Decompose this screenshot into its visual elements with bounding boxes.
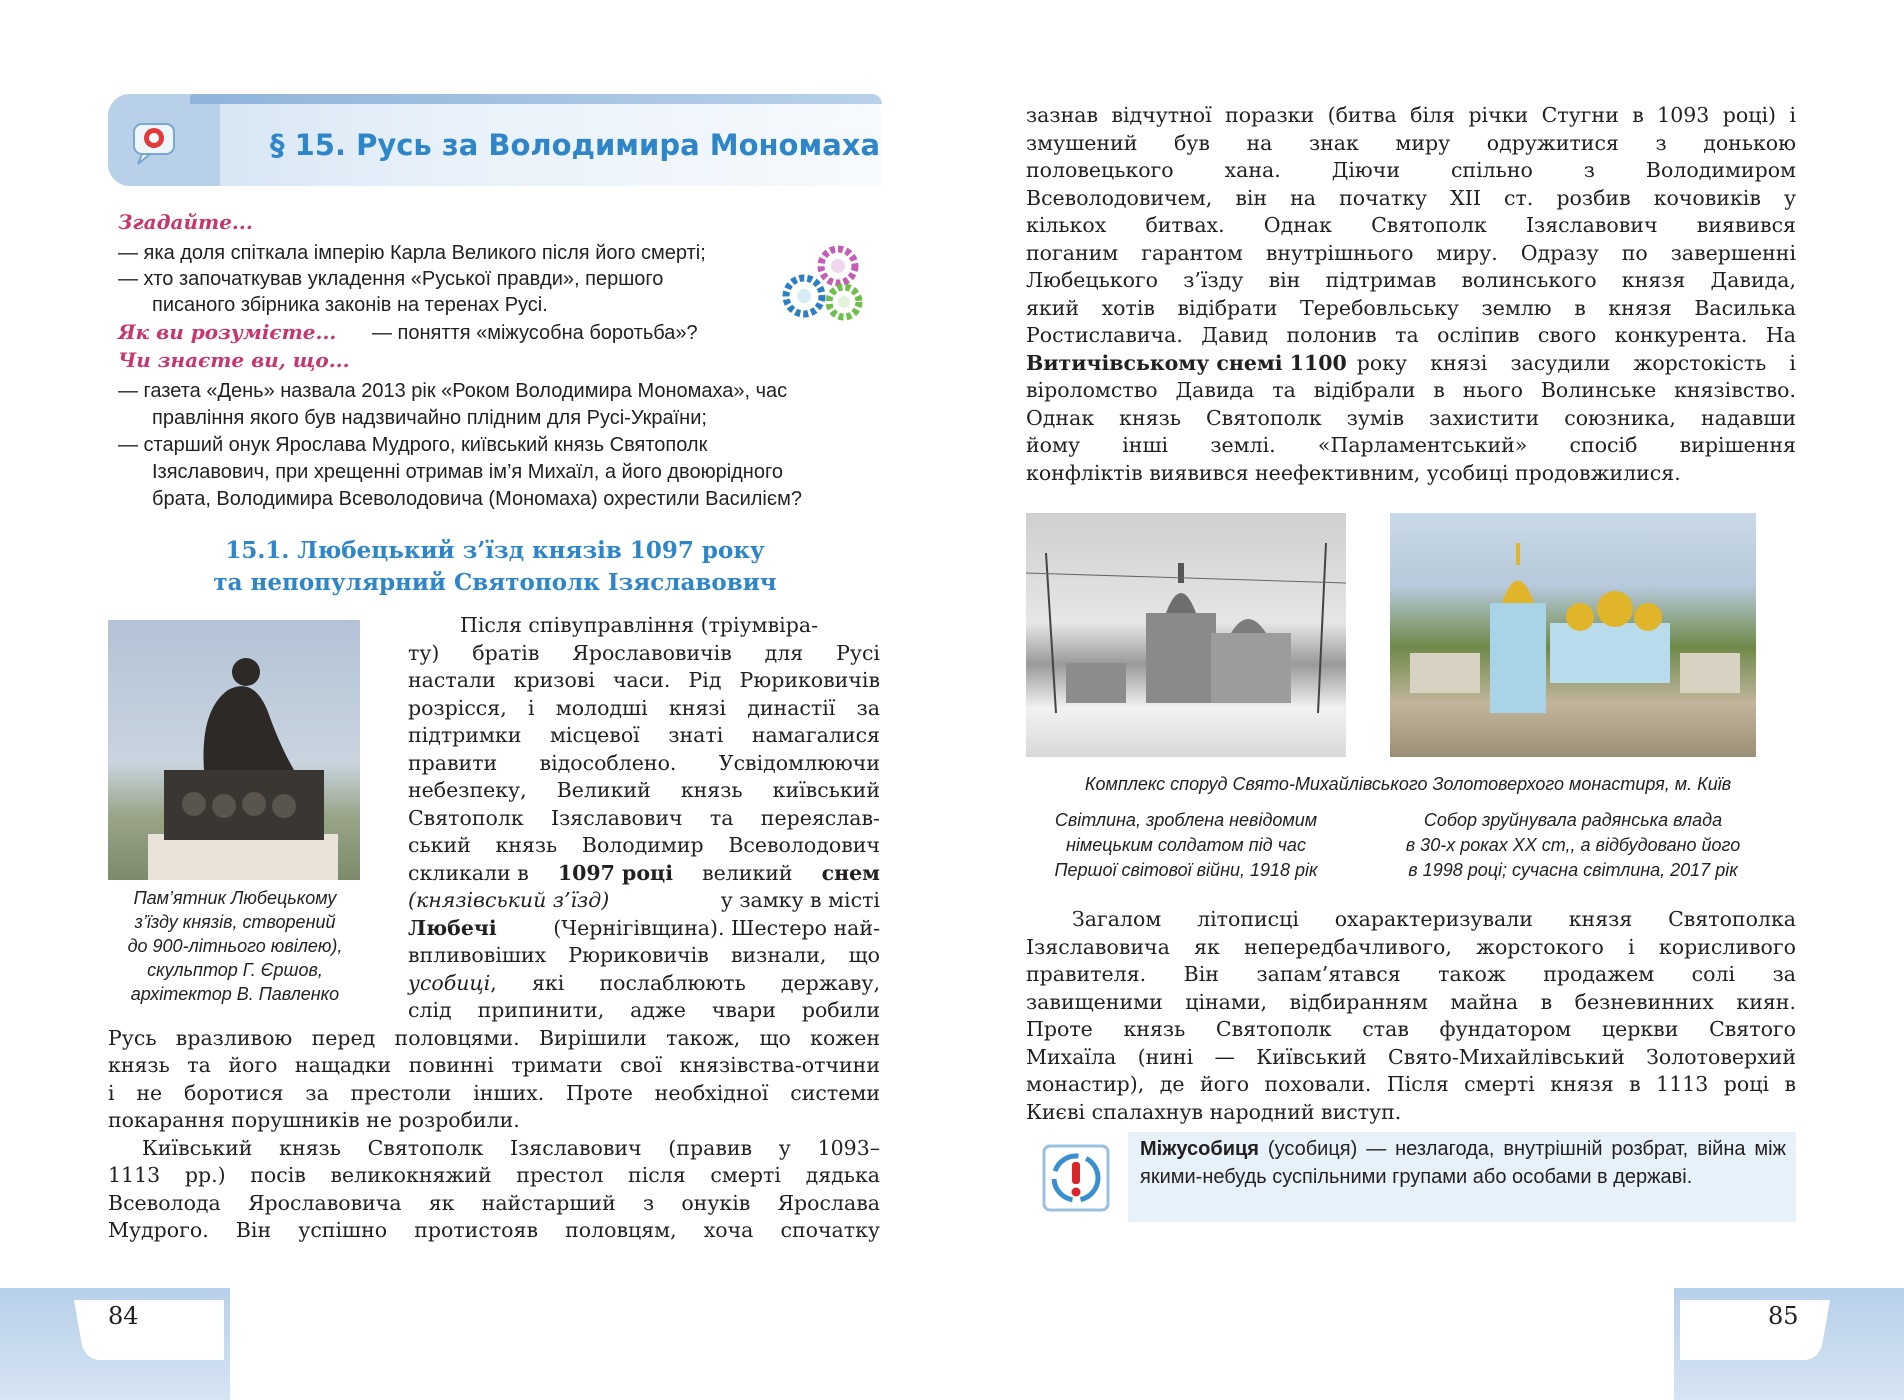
body-text-line: Після співуправління (тріумвіра- — [460, 613, 818, 637]
body-text-line — [408, 887, 880, 915]
body-text-line: правити відособлено. Усвідомлюючи — [408, 751, 880, 775]
header-top-line — [190, 94, 882, 104]
text-run: у замку в місті — [720, 888, 880, 912]
remember-item: писаного збірника законів на теренах Русі. — [152, 294, 548, 316]
text-run: великий — [702, 861, 793, 885]
monastery-caption: Комплекс споруд Свято-Михайлівського Золотоверхого монастиря, м. Київ — [1084, 774, 1732, 794]
monastery-2017-drawing — [1390, 513, 1756, 757]
photo-1918-caption-line: Першої світової війни, 1918 рік — [1054, 860, 1318, 880]
monastery-1918-drawing — [1026, 513, 1346, 757]
body-text-line: завищеними цінами, відбиранням майна в безневинних киян. — [1026, 990, 1796, 1014]
body-text-line: кількох битвах. Однак Святополк Ізяславович виявився — [1026, 213, 1796, 237]
body-text-line: зазнав відчутної поразки (битва біля річки Стугни в 1093 році) і — [1026, 103, 1796, 127]
body-text-line: ту) братів Ярославовичів для Русі — [408, 641, 880, 665]
page-tab-left — [74, 1300, 224, 1360]
body-text-line: Ізяславовича як непередбачливого, жорстокого і корисливого — [1026, 935, 1796, 959]
definition-text — [1140, 1135, 1786, 1191]
body-text-line: Загалом літописці охарактеризували князя Святополка — [1072, 907, 1796, 931]
monument-caption-line: архітектор В. Павленко — [130, 984, 340, 1004]
body-text-line: настали кризові часи. Рід Рюриковичів — [408, 668, 880, 692]
body-text-line: віроломство Давида та відібрали в нього Волинське князівство. — [1026, 378, 1796, 402]
monument-caption-line: з’їзду князів, створений — [134, 912, 336, 932]
body-text-line: конфліктів виявився неефективним, усобиці продовжилися. — [1026, 461, 1681, 485]
text-run: скликали в — [408, 861, 529, 885]
body-text-line: Всеволода Ярославовича як найстарший з онуків Ярослава — [108, 1191, 880, 1215]
body-text-line: поганим гарантом внутрішнього миру. Одразу по завершенні — [1026, 241, 1796, 265]
body-text-line: розрісся, і молодші князі династії за — [408, 696, 880, 720]
body-text-line: змушений був на знак миру одружитися з донькою — [1026, 131, 1796, 155]
body-text-line: Любецького з’їзду він підтримав волинського князя Давида, — [1026, 268, 1796, 292]
know-item: брата, Володимира Всеволодовича (Мономаха) охрестили Василієм? — [152, 488, 802, 510]
body-text-line — [1026, 350, 1796, 378]
exclamation-icon — [1040, 1142, 1112, 1214]
photo-2017-caption-line: в 30-х роках ХХ ст,, а відбудовано його — [1405, 835, 1741, 855]
know-item: правління якого був надзвичайно плідним для Русі-України; — [152, 407, 707, 429]
text-run: року князі засудили жорстокість і — [1356, 351, 1796, 375]
know-item: Ізяславович, при хрещенні отримав ім’я Михаїл, а його двоюрідного — [152, 461, 783, 483]
body-text-line: половецького хана. Діючи спільно з Володимиром — [1026, 158, 1796, 182]
monastery-1918-photo — [1026, 513, 1346, 757]
monument-caption-line: скульптор Г. Єршов, — [147, 960, 323, 980]
body-text-line — [408, 860, 880, 888]
body-text-line: підтримки місцевої знаті намагалися — [408, 723, 880, 747]
monument-figure — [108, 620, 360, 880]
body-text-line: Київський князь Святополк Ізяславович (правив у 1093– — [142, 1136, 880, 1160]
understand-text: — поняття «міжусобна боротьба»? — [372, 322, 698, 344]
body-text-line: правителя. Він запам’ятався також продажем солі за — [1026, 962, 1796, 986]
photo-2017-caption-line: Собор зруйнувала радянська влада — [1423, 810, 1723, 830]
text-run: , які послаблюють державу, — [490, 971, 880, 995]
chat-bubble-icon — [128, 118, 180, 166]
monument-caption-line: Пам’ятник Любецькому — [133, 888, 337, 908]
monument-caption-line: до 900-літнього ювілею), — [127, 936, 343, 956]
page-tab-right — [1680, 1300, 1830, 1360]
cue-remember: Згадайте... — [118, 210, 253, 234]
body-text-line: Русь вразливою перед половцями. Вирішили також, що кожен — [108, 1026, 880, 1050]
body-text-line: монастир), де його поховали. Після смерті князя в 1113 році в — [1026, 1072, 1796, 1096]
body-text-line: впливовіших Рюриковичів визнали, що — [408, 943, 880, 967]
body-text-line: йому інші землі. «Парламентський» спосіб вирішення — [1026, 433, 1796, 457]
definition-term: Міжусобиця — [1140, 1138, 1259, 1160]
body-text-line: Мудрого. Він успішно протистояв половцям, хоча спочатку — [108, 1218, 880, 1242]
know-item: — старший онук Ярослава Мудрого, київський князь Святополк — [118, 434, 708, 456]
section-title-line1: 15.1. Любецький з’їзд князів 1097 року — [225, 537, 765, 564]
cue-know: Чи знаєте ви, що... — [118, 348, 350, 372]
text-run-bold: Витичівському снемі 1100 — [1026, 351, 1347, 375]
body-text-line: який хотів відібрати Теребовльську землю в князя Василька — [1026, 296, 1796, 320]
text-run: (Чернігівщина). Шестеро най- — [553, 916, 880, 940]
remember-item: — яка доля спіткала імперію Карла Великого після його смерті; — [118, 242, 706, 264]
photo-1918-caption-line: німецьким солдатом під час — [1066, 835, 1306, 855]
body-text-line: Святополк Ізяславович та переяслав- — [408, 806, 880, 830]
body-text-line: Проте князь Святополк став фундатором церкви Святого — [1026, 1017, 1796, 1041]
chapter-title: § 15. Русь за Володимира Мономаха — [270, 128, 881, 162]
text-run-bold: 1097 році — [557, 861, 673, 885]
body-text-line: Ростиславича. Давид полонив та осліпив свого конкурента. На — [1026, 323, 1796, 347]
body-text-line: 1113 рр.) посів великокняжий престол після смерті дядька — [108, 1163, 880, 1187]
body-text-line: ський князь Володимир Всеволодович — [408, 833, 880, 857]
text-run-italic: (князівський з’їзд) — [408, 888, 610, 912]
body-text-line: і не боротися за престоли інших. Проте необхідної системи — [108, 1081, 880, 1105]
text-run-bold: Любечі — [408, 916, 497, 940]
section-title-line2: та непопулярний Святополк Ізяславович — [213, 569, 777, 596]
photo-1918-caption-line: Світлина, зроблена невідомим — [1054, 810, 1318, 830]
definition-body: (усобиця) — незлагода, внутрішній розбрат, війна між якими-небудь суспільними групами або особами в державі. — [1140, 1138, 1786, 1188]
page-number-left: 84 — [108, 1302, 139, 1330]
body-text-line — [408, 970, 880, 998]
body-text-line: князь та його нащадки повинні тримати свої князівства-отчини — [108, 1053, 880, 1077]
photo-2017-caption-line: в 1998 році; сучасна світлина, 2017 рік — [1408, 860, 1738, 880]
remember-item: — хто започаткував укладення «Руської правди», першого — [118, 268, 664, 290]
text-run-italic: усобиці — [408, 971, 491, 995]
gears-icon — [780, 244, 868, 326]
lyubech-monument-photo — [108, 620, 360, 880]
cue-understand: Як ви розумієте... — [118, 320, 337, 344]
body-text-line: Всеволодовичем, він на початку XII ст. розбив кочовиків у — [1026, 186, 1796, 210]
body-text-line: Однак князь Святополк зумів захистити союзника, надавши — [1026, 406, 1796, 430]
page-number-right: 85 — [1768, 1302, 1799, 1330]
body-text-line: Києві спалахнув народний виступ. — [1026, 1100, 1402, 1124]
body-text-line: небезпеку, Великий князь київський — [408, 778, 880, 802]
body-text-line — [408, 915, 880, 943]
monastery-2017-photo — [1390, 513, 1756, 757]
text-run-bold: снем — [821, 861, 880, 885]
know-item: — газета «День» назвала 2013 рік «Роком Володимира Мономаха», час — [118, 380, 788, 402]
body-text-line: покарання порушників не розробили. — [108, 1108, 520, 1132]
body-text-line: Михаїла (нині — Київський Свято-Михайлівський Золотоверхий — [1026, 1045, 1796, 1069]
body-text-line: слід припинити, адже чвари робили — [408, 998, 880, 1022]
